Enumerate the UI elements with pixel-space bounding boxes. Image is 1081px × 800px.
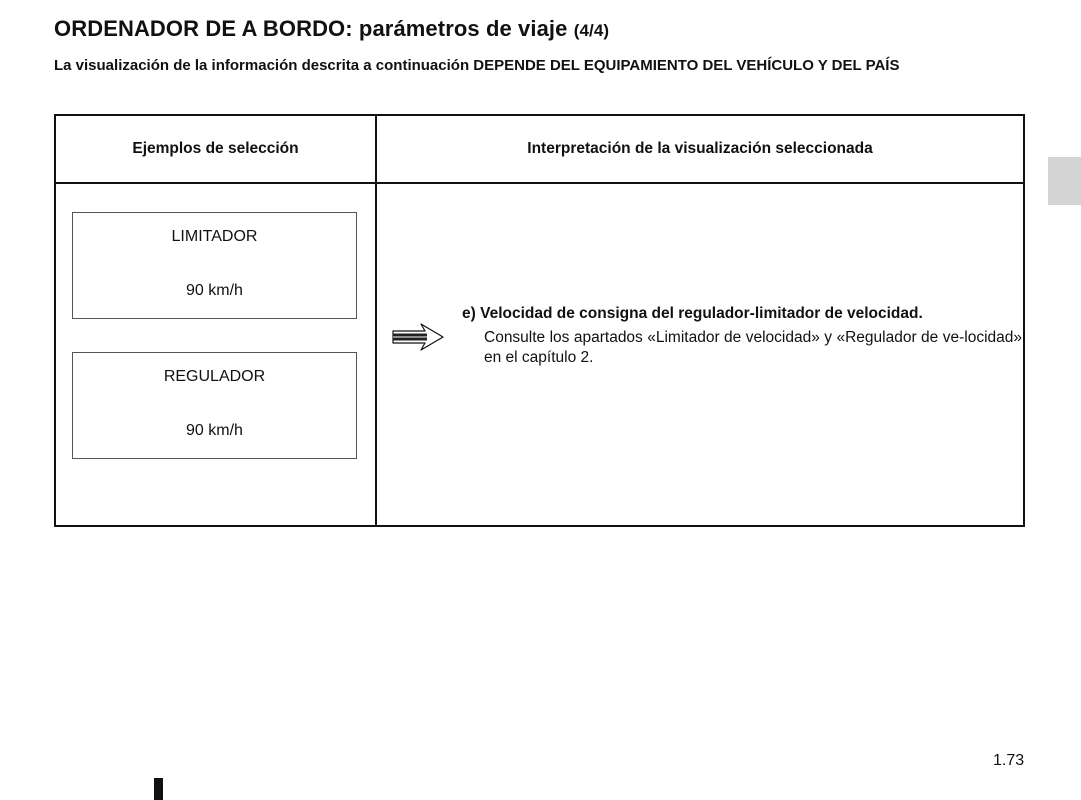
page-subtitle: La visualización de la información descrita a continuación DEPENDE DEL EQUIPAMIENTO DEL VEHÍCULO Y DEL PAÍS xyxy=(54,57,900,74)
page-number: 1.73 xyxy=(993,752,1025,769)
print-crop-mark xyxy=(154,778,163,800)
display-mode-label: LIMITADOR xyxy=(171,228,258,245)
display-mode-label: REGULADOR xyxy=(163,368,266,385)
display-speed-value: 90 km/h xyxy=(186,422,243,439)
display-example-limitador xyxy=(72,212,357,319)
interpretation-item-text: Consulte los apartados «Limitador de velocidad» y «Regulador de ve-locidad» en el capítulo 2. xyxy=(484,329,1022,366)
page-title xyxy=(54,16,609,42)
page-part-indicator: (4/4) xyxy=(573,21,610,40)
interpretation-item-e xyxy=(462,304,1022,368)
display-speed-value: 90 km/h xyxy=(186,282,243,299)
double-arrow-right-icon xyxy=(391,322,445,352)
display-example-regulador xyxy=(72,352,357,459)
table-header-divider xyxy=(56,182,1023,184)
table-header-interpretation: Interpretación de la visualización seleccionada xyxy=(527,140,873,157)
page-title-text: ORDENADOR DE A BORDO: parámetros de viaje xyxy=(54,16,568,41)
interpretation-item-title: e) Velocidad de consigna del regulador-limitador de velocidad. xyxy=(462,305,923,322)
chapter-side-tab xyxy=(1048,157,1081,205)
info-table xyxy=(54,114,1025,527)
table-header-examples: Ejemplos de selección xyxy=(132,140,299,157)
